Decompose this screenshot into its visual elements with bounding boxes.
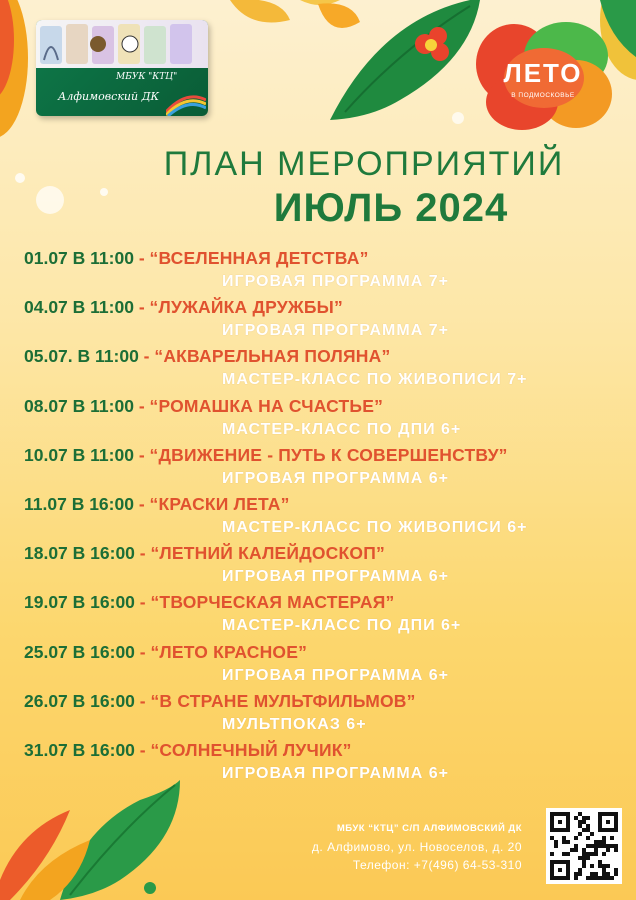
event-date: 11.07 В 16:00 (24, 493, 134, 514)
logo-card (36, 20, 208, 116)
event-date: 10.07 В 11:00 (24, 444, 134, 465)
dk-logo (36, 16, 216, 124)
rainbow-swoosh-icon (166, 90, 206, 116)
event-description: МАСТЕР-КЛАСС ПО ДПИ 6+ (222, 420, 462, 438)
footer-phone: Телефон: +7(496) 64-53-310 (352, 858, 522, 872)
event-description: ИГРОВАЯ ПРОГРАММА 6+ (222, 568, 449, 586)
event-date: 31.07 В 16:00 (24, 739, 135, 760)
event-title: “ДВИЖЕНИЕ - ПУТЬ К СОВЕРШЕНСТВУ” (149, 444, 508, 465)
summer-logo-subtext: В ПОДМОСКОВЬЕ (511, 92, 575, 99)
event-heading (24, 494, 290, 515)
event-date: 25.07 В 16:00 (24, 641, 135, 662)
logo-org: МБУК "КТЦ" (116, 72, 178, 82)
event-separator: - (134, 641, 151, 662)
event-date: 19.07 В 16:00 (24, 592, 135, 613)
logo-name: Алфимовский ДК (58, 90, 160, 103)
event-title: “КРАСКИ ЛЕТА” (149, 493, 290, 514)
event-heading (24, 396, 383, 417)
event-heading (24, 642, 307, 663)
page-title: ПЛАН МЕРОПРИЯТИЙ (163, 145, 565, 183)
event-heading (24, 248, 369, 269)
summer-logo (474, 20, 612, 132)
event-heading (24, 740, 352, 761)
event-title: “РОМАШКА НА СЧАСТЬЕ” (149, 395, 384, 416)
event-item (24, 494, 624, 543)
logo-art-strip (36, 20, 208, 68)
footer-org: МБУК “КТЦ” С/П АЛФИМОВСКИЙ ДК (336, 823, 522, 834)
event-date: 18.07 В 16:00 (24, 543, 135, 564)
event-item (24, 248, 624, 297)
event-description: МАСТЕР-КЛАСС ПО ЖИВОПИСИ 6+ (222, 518, 528, 536)
event-description: ИГРОВАЯ ПРОГРАММА 7+ (222, 273, 449, 290)
event-description: МУЛЬТПОКАЗ 6+ (222, 715, 367, 733)
event-heading (24, 592, 394, 613)
event-separator: - (134, 543, 151, 564)
event-separator: - (134, 592, 151, 613)
event-title: “СОЛНЕЧНЫЙ ЛУЧИК” (150, 739, 352, 760)
event-heading (24, 691, 416, 712)
event-title: “ВСЕЛЕННАЯ ДЕТСТВА” (149, 248, 369, 268)
event-item (24, 346, 624, 395)
footer (200, 823, 522, 872)
page-subtitle: ИЮЛЬ 2024 (273, 186, 509, 230)
event-description: ИГРОВАЯ ПРОГРАММА 6+ (222, 764, 449, 782)
event-date: 05.07. В 11:00 (24, 346, 139, 367)
event-separator: - (133, 248, 150, 268)
event-heading (24, 297, 343, 318)
summer-logo-text: ЛЕТО (503, 58, 583, 88)
event-heading (24, 445, 508, 466)
event-item (24, 396, 624, 445)
event-item (24, 543, 624, 592)
event-item (24, 642, 624, 691)
qr-code[interactable] (546, 808, 622, 884)
event-heading (24, 346, 390, 367)
event-separator: - (133, 493, 150, 514)
event-separator: - (134, 690, 151, 711)
event-separator: - (133, 297, 150, 318)
event-date: 01.07 В 11:00 (24, 248, 134, 268)
event-title: “В СТРАНЕ МУЛЬТФИЛЬМОВ” (150, 690, 416, 711)
event-description: ИГРОВАЯ ПРОГРАММА 6+ (222, 666, 449, 684)
event-date: 26.07 В 16:00 (24, 690, 135, 711)
event-item (24, 297, 624, 346)
event-item (24, 740, 624, 789)
event-description: ИГРОВАЯ ПРОГРАММА 7+ (222, 322, 449, 340)
event-date: 04.07 В 11:00 (24, 297, 134, 318)
event-item (24, 592, 624, 641)
theatre-masks-icon (36, 20, 208, 68)
qr-code-icon (546, 808, 622, 884)
event-title: “АКВАРЕЛЬНАЯ ПОЛЯНА” (154, 346, 391, 367)
event-item (24, 445, 624, 494)
event-heading (24, 543, 385, 564)
event-description: МАСТЕР-КЛАСС ПО ЖИВОПИСИ 7+ (222, 371, 528, 389)
event-separator: - (133, 395, 150, 416)
event-title: “ЛУЖАЙКА ДРУЖБЫ” (149, 297, 343, 318)
event-item (24, 691, 624, 740)
event-title: “ТВОРЧЕСКАЯ МАСТЕРАЯ” (150, 592, 395, 613)
event-separator: - (138, 346, 155, 367)
footer-address: д. Алфимово, ул. Новоселов, д. 20 (311, 840, 522, 854)
event-date: 08.07 В 11:00 (24, 395, 134, 416)
event-title: “ЛЕТНИЙ КАЛЕЙДОСКОП” (150, 543, 385, 564)
events-list (24, 248, 624, 789)
event-title: “ЛЕТО КРАСНОЕ” (150, 641, 308, 662)
event-description: ИГРОВАЯ ПРОГРАММА 6+ (222, 469, 449, 487)
leaf-decoration-bottom (0, 770, 200, 900)
event-separator: - (133, 444, 150, 465)
event-description: МАСТЕР-КЛАСС ПО ДПИ 6+ (222, 617, 462, 635)
event-separator: - (134, 739, 151, 760)
